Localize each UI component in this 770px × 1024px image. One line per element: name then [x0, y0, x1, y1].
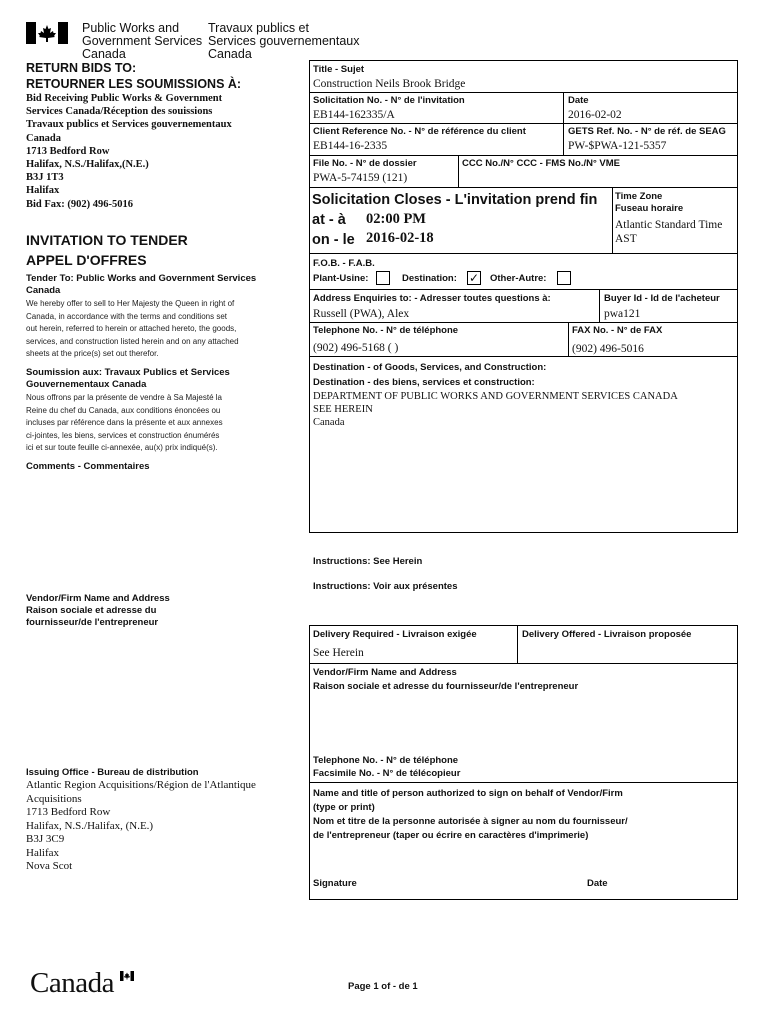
client-ref-label: Client Reference No. - N° de référence du client [313, 126, 526, 137]
invitation-title: INVITATION TO TENDER APPEL D'OFFRES [26, 232, 188, 268]
canada-wordmark: Canada [30, 967, 114, 999]
dept-name-en: Public Works and Government Services Canada [82, 21, 203, 61]
check-mark-icon: ✓ [468, 271, 480, 285]
title-value: Construction Neils Brook Bridge [313, 78, 466, 90]
buyer-id-value: pwa121 [604, 308, 641, 320]
comments-label: Comments - Commentaires [26, 461, 150, 472]
issuing-office-address: Atlantic Region Acquisitions/Région de l'Atlantique Acquisitions 1713 Bedford Row Halifax, N.S./Halifax, (N.E.) B3J 3C9 Halifax Nova Scot [26, 779, 256, 872]
page-number: Page 1 of - de 1 [348, 981, 418, 992]
closes-time-value: 02:00 PM [366, 211, 426, 227]
tender-text: We hereby offer to sell to Her Majesty the Queen in right of Canada, in accordance with the terms and conditions set out herein, referred to herein or attached hereto, the goods, services, and construction listed herein and on any attached sheets at the price(s) set out therefor. [26, 299, 239, 358]
vendor-left-label: Vendor/Firm Name and Address Raison sociale et adresse du fournisseur/de l'entrepreneur [26, 593, 170, 628]
delivery-offered-label: Delivery Offered - Livraison proposée [522, 629, 692, 640]
delivery-required-value: See Herein [313, 647, 364, 659]
canada-flag-icon [26, 22, 68, 44]
closes-on-label: on - le [312, 232, 355, 248]
closes-at-label: at - à [312, 212, 346, 228]
title-label: Title - Sujet [313, 64, 365, 75]
file-no-label: File No. - N° de dossier [313, 158, 417, 169]
solicitation-value: EB144-162335/A [313, 109, 395, 121]
soumission-label: Soumission aux: Travaux Publics et Services Gouvernementaux Canada [26, 367, 230, 390]
fob-label: F.O.B. - F.A.B. [313, 258, 375, 269]
client-ref-value: EB144-16-2335 [313, 140, 388, 152]
plant-label: Plant-Usine: [313, 273, 369, 284]
destination-label: Destination: [402, 273, 457, 284]
destination-goods-value: DEPARTMENT OF PUBLIC WORKS AND GOVERNMENT SERVICES CANADA SEE HEREIN Canada [313, 391, 678, 428]
vendor-facsimile-label: Facsimile No. - N° de télécopieur [313, 768, 461, 779]
gets-ref-value: PW-$PWA-121-5357 [568, 140, 667, 152]
closes-date-value: 2016-02-18 [366, 230, 434, 246]
plant-checkbox[interactable] [376, 271, 390, 285]
fax-label: FAX No. - N° de FAX [572, 325, 663, 336]
signature-label: Signature [313, 878, 357, 889]
dept-name-fr: Travaux publics et Services gouvernementaux Canada [208, 21, 360, 61]
file-no-value: PWA-5-74159 (121) [313, 172, 408, 184]
address-enquiries-label: Address Enquiries to: - Adresser toutes questions à: [313, 293, 551, 304]
solicitation-label: Solicitation No. - N° de l'invitation [313, 95, 465, 106]
destination-checkbox[interactable] [467, 271, 481, 285]
return-bids-address: Bid Receiving Public Works & Government Services Canada/Réception des souissions Travaux publics et Services gouvernementaux Canada 1713 Bedford Row Halifax, N.S./Halifax,(N.E.) B3J 1T3 Halifax Bid Fax: (902) 496-5016 [26, 93, 232, 210]
wordmark-flag-icon [120, 968, 134, 978]
fax-value: (902) 496-5016 [572, 343, 644, 355]
instructions-fr: Instructions: Voir aux présentes [313, 581, 458, 592]
telephone-value: (902) 496-5168 ( ) [313, 342, 399, 354]
tender-to-label: Tender To: Public Works and Government Services Canada [26, 273, 257, 296]
soumission-text: Nous offrons par la présente de vendre à Sa Majesté la Reine du chef du Canada, aux conditions énoncées ou incluses par référence dans la présente et aux annexes ci-jointes, les biens, services et construction énumérés ici et sur toute feuille ci-annexée, au(x) prix indiqué(s). [26, 393, 223, 452]
delivery-required-label: Delivery Required - Livraison exigée [313, 629, 477, 640]
other-checkbox[interactable] [557, 271, 571, 285]
telephone-label: Telephone No. - N° de téléphone [313, 325, 459, 336]
vendor-telephone-label: Telephone No. - N° de téléphone [313, 755, 459, 766]
time-zone-label: Time Zone Fuseau horaire [615, 191, 684, 214]
return-bids-title: RETURN BIDS TO: RETOURNER LES SOUMISSIONS À: [26, 61, 242, 91]
date-value: 2016-02-02 [568, 109, 622, 121]
date-label: Date [568, 95, 589, 106]
gets-ref-label: GETS Ref. No. - N° de réf. de SEAG [568, 126, 726, 137]
signature-date-label: Date [587, 878, 608, 889]
time-zone-value: Atlantic Standard Time AST [615, 219, 723, 245]
instructions-en: Instructions: See Herein [313, 556, 423, 567]
destination-goods-label: Destination - of Goods, Services, and Construction: Destination - des biens, services et construction: [313, 362, 547, 388]
closes-title: Solicitation Closes - L'invitation prend fin [312, 192, 598, 208]
other-label: Other-Autre: [490, 273, 547, 284]
vendor-name-label: Vendor/Firm Name and Address Raison sociale et adresse du fournisseur/de l'entrepreneur [313, 667, 579, 692]
ccc-no-label: CCC No./N° CCC - FMS No./N° VME [462, 158, 621, 169]
authorized-person-label: Name and title of person authorized to sign on behalf of Vendor/Firm (type or print) Nom et titre de la personne autorisée à signer au nom du fournisseur/ de l'entrepreneur (taper ou écrire en caractères d'imprimerie) [313, 788, 628, 841]
issuing-office-label: Issuing Office - Bureau de distribution [26, 767, 199, 778]
address-enquiries-value: Russell (PWA), Alex [313, 308, 410, 320]
buyer-id-label: Buyer Id - Id de l'acheteur [604, 293, 720, 304]
